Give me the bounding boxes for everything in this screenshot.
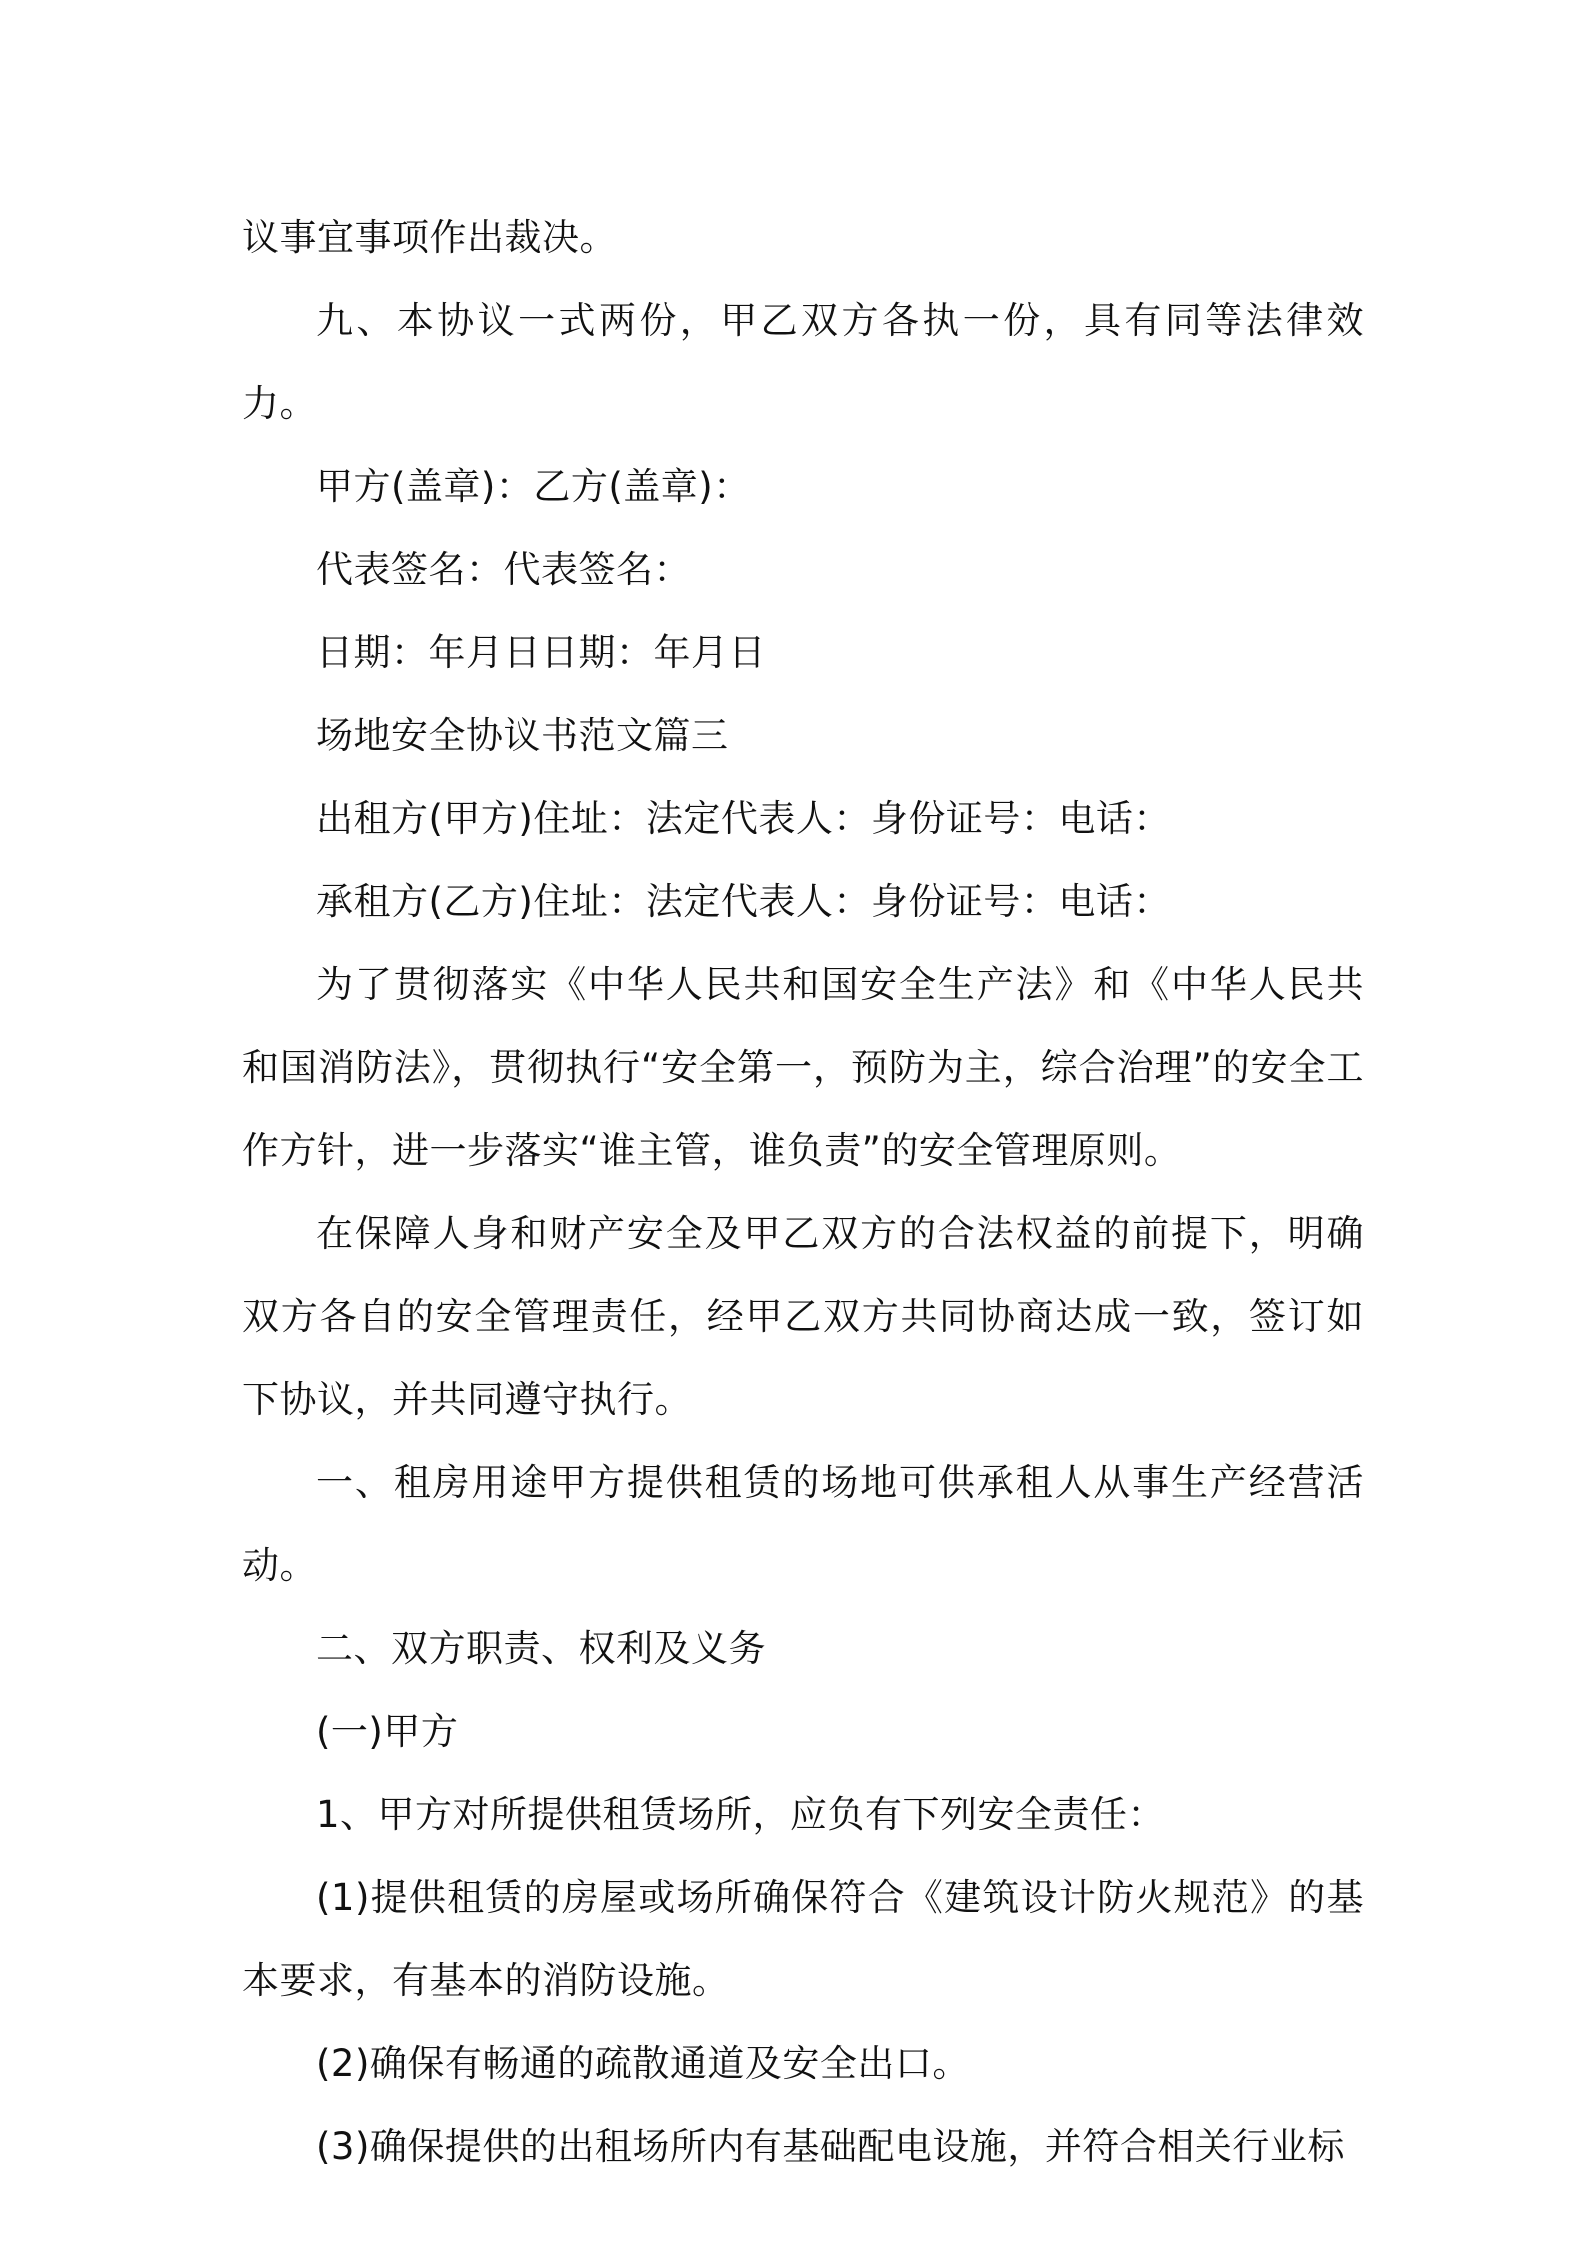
paragraph-party-a: (一)甲方 (316, 1710, 459, 1753)
paragraph-continuation: 议事宜事项作出裁决。 (242, 216, 617, 259)
paragraph-purpose: 为了贯彻落实《中华人民共和国安全生产法》和《中华人民共和国消防法》，贯彻执行“安全第一，预防为主，综合治理”的安全工作方针，进一步落实“谁主管，谁负责”的安全管理原则。 (242, 963, 1364, 1172)
paragraph-agreement-basis: 在保障人身和财产安全及甲乙双方的合法权益的前提下，明确双方各自的安全管理责任，经甲乙双方共同协商达成一致，签订如下协议，并共同遵守执行。 (242, 1212, 1364, 1421)
paragraph-lessee-info: 承租方(乙方)住址：法定代表人：身份证号：电话： (316, 880, 1171, 923)
paragraph-signature-line: 代表签名：代表签名： (316, 548, 691, 591)
paragraph-subitem-two: (2)确保有畅通的疏散通道及安全出口。 (316, 2042, 970, 2085)
paragraph-clause-two: 二、双方职责、权利及义务 (316, 1627, 766, 1670)
paragraph-subitem-one: (1)提供租赁的房屋或场所确保符合《建筑设计防火规范》的基本要求，有基本的消防设施。 (242, 1876, 1364, 2002)
section-heading: 场地安全协议书范文篇三 (316, 714, 729, 757)
paragraph-date-line: 日期：年月日日期：年月日 (316, 631, 766, 674)
paragraph-seal-line: 甲方(盖章)：乙方(盖章)： (316, 465, 751, 508)
paragraph-item-one: 1、甲方对所提供租赁场所，应负有下列安全责任： (316, 1793, 1166, 1836)
document-body (242, 196, 1364, 2188)
paragraph-clause-nine: 九、本协议一式两份，甲乙双方各执一份，具有同等法律效力。 (242, 299, 1364, 425)
paragraph-lessor-info: 出租方(甲方)住址：法定代表人：身份证号：电话： (316, 797, 1171, 840)
paragraph-clause-one: 一、租房用途甲方提供租赁的场地可供承租人从事生产经营活动。 (242, 1461, 1364, 1587)
paragraph-subitem-three: (3)确保提供的出租场所内有基础配电设施，并符合相关行业标 (316, 2125, 1345, 2168)
